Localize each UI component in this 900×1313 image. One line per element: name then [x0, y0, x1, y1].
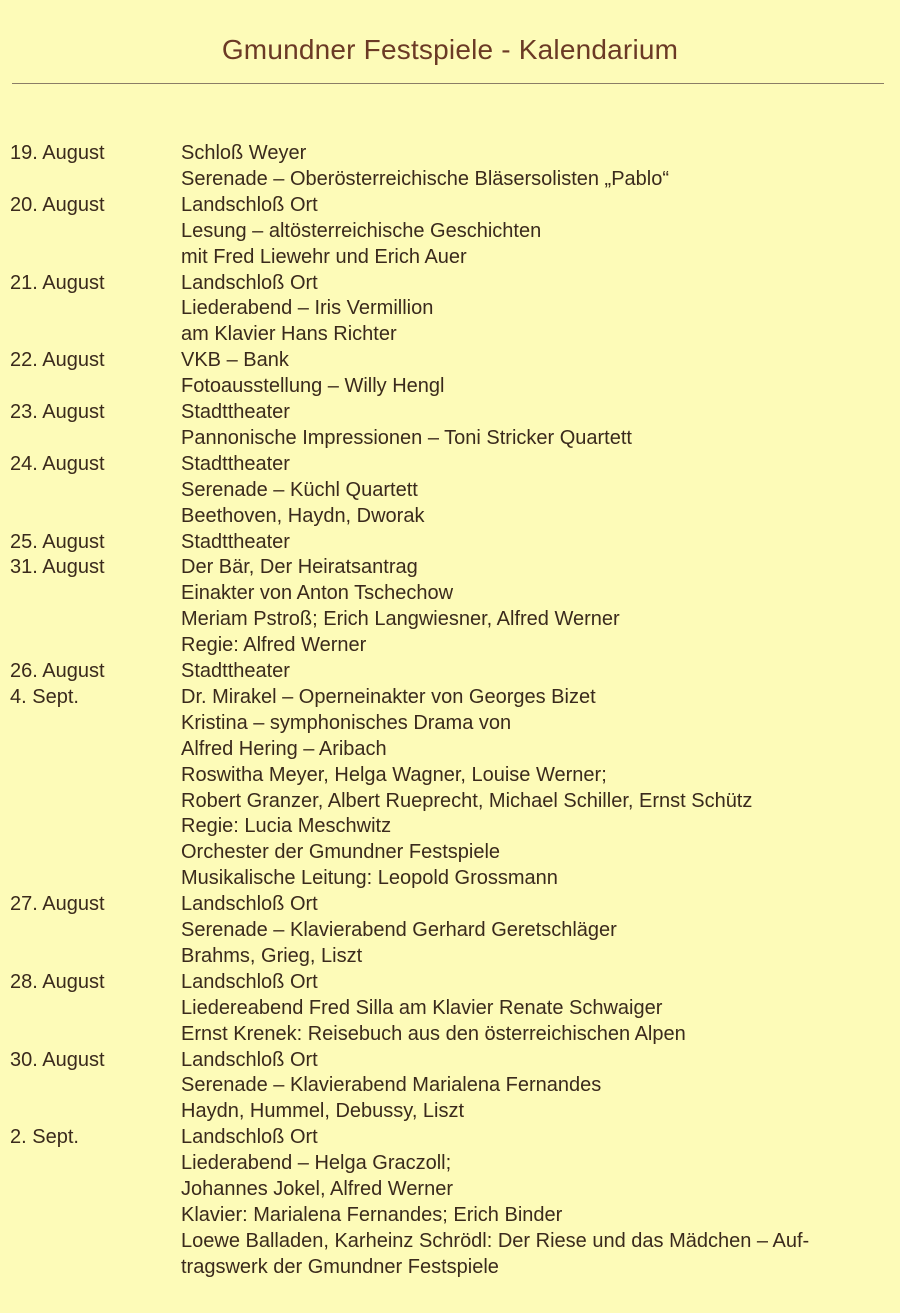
entry-text-line: Kristina – symphonisches Drama von	[181, 711, 512, 734]
entry-text-line: Musikalische Leitung: Leopold Grossmann	[181, 867, 558, 890]
entry-text-line: Landschloß Ort	[181, 1048, 318, 1071]
entry-text-line: Meriam Pstroß; Erich Langwiesner, Alfred Werner	[181, 608, 620, 631]
entry-text-line: Robert Granzer, Albert Rueprecht, Michael Schiller, Ernst Schütz	[181, 789, 753, 812]
entry-text-line: Dr. Mirakel – Operneinakter von Georges Bizet	[181, 685, 596, 708]
entry-date: 4. Sept.	[10, 685, 79, 708]
entry-text-line: Pannonische Impressionen – Toni Stricker Quartett	[181, 426, 632, 449]
entry-text-line: Orchester der Gmundner Festspiele	[181, 841, 501, 864]
entry-text-line: Der Bär, Der Heiratsantrag	[181, 556, 418, 579]
entry-date: 2. Sept.	[10, 1126, 79, 1149]
entry-text-line: Alfred Hering – Aribach	[181, 737, 387, 760]
entry-date: 30. August	[10, 1048, 105, 1071]
entry-text-line: Liederabend – Helga Graczoll;	[181, 1152, 452, 1175]
entry-date: 20. August	[10, 193, 105, 216]
entry-text-line: Landschloß Ort	[181, 271, 318, 294]
entry-date: 19. August	[10, 142, 105, 164]
entry-text-line: Klavier: Marialena Fernandes; Erich Binder	[181, 1203, 563, 1226]
entry-date: 26. August	[10, 660, 105, 682]
entry-date: 28. August	[10, 970, 105, 993]
entry-text-line: Stadttheater	[181, 530, 290, 553]
entry-date: 27. August	[10, 893, 105, 916]
entry-text-line: Haydn, Hummel, Debussy, Liszt	[181, 1100, 465, 1123]
entry-text-line: Regie: Lucia Meschwitz	[181, 815, 392, 838]
entry-text-line: Liederabend – Iris Vermillion	[181, 297, 434, 320]
entry-text-line: Landschloß Ort	[181, 193, 318, 216]
entry-text-line: Serenade – Klavierabend Gerhard Geretschläger	[181, 919, 617, 941]
entry-text-line: mit Fred Liewehr und Erich Auer	[181, 245, 467, 268]
entry-date: 21. August	[10, 271, 105, 294]
entry-text-line: Schloß Weyer	[181, 142, 307, 164]
page-title: Gmundner Festspiele - Kalendarium	[221, 34, 679, 65]
entry-date: 23. August	[10, 401, 105, 423]
entry-text-line: VKB – Bank	[181, 349, 289, 372]
entry-text-line: Brahms, Grieg, Liszt	[181, 944, 363, 967]
entry-text-line: am Klavier Hans Richter	[181, 323, 397, 346]
entry-text-line: Loewe Balladen, Karheinz Schrödl: Der Riese und das Mädchen – Auf-	[181, 1229, 810, 1252]
entry-text-line: Einakter von Anton Tschechow	[181, 582, 454, 605]
entry-text-line: Ernst Krenek: Reisebuch aus den österreichischen Alpen	[181, 1022, 686, 1045]
entry-text-line: Stadttheater	[181, 401, 290, 423]
entry-text-line: Fotoausstellung – Willy Hengl	[181, 375, 445, 398]
entry-text-line: Liedereabend Fred Silla am Klavier Renate Schwaiger	[181, 996, 663, 1019]
entry-date: 24. August	[10, 452, 105, 475]
entry-text-line: Landschloß Ort	[181, 1126, 318, 1149]
entry-text-line: Lesung – altösterreichische Geschichten	[181, 219, 542, 242]
entry-text-line: Stadttheater	[181, 452, 290, 475]
entry-text-line: Landschloß Ort	[181, 893, 318, 916]
entry-text-line: Serenade – Küchl Quartett	[181, 478, 418, 501]
entry-date: 31. August	[10, 556, 105, 579]
entry-text-line: Stadttheater	[181, 660, 290, 682]
entry-text-line: Johannes Jokel, Alfred Werner	[181, 1178, 454, 1200]
entry-text-line: Serenade – Oberösterreichische Bläsersolisten „Pablo“	[181, 167, 670, 190]
entry-text-line: Regie: Alfred Werner	[181, 634, 367, 657]
entry-text-line: Beethoven, Haydn, Dworak	[181, 504, 425, 527]
entry-text-line: Roswitha Meyer, Helga Wagner, Louise Werner;	[181, 763, 607, 786]
entry-text-line: Serenade – Klavierabend Marialena Fernandes	[181, 1074, 602, 1097]
entry-text-line: tragswerk der Gmundner Festspiele	[181, 1255, 499, 1278]
entry-date: 25. August	[10, 530, 105, 553]
entry-date: 22. August	[10, 349, 105, 372]
entry-text-line: Landschloß Ort	[181, 970, 318, 993]
